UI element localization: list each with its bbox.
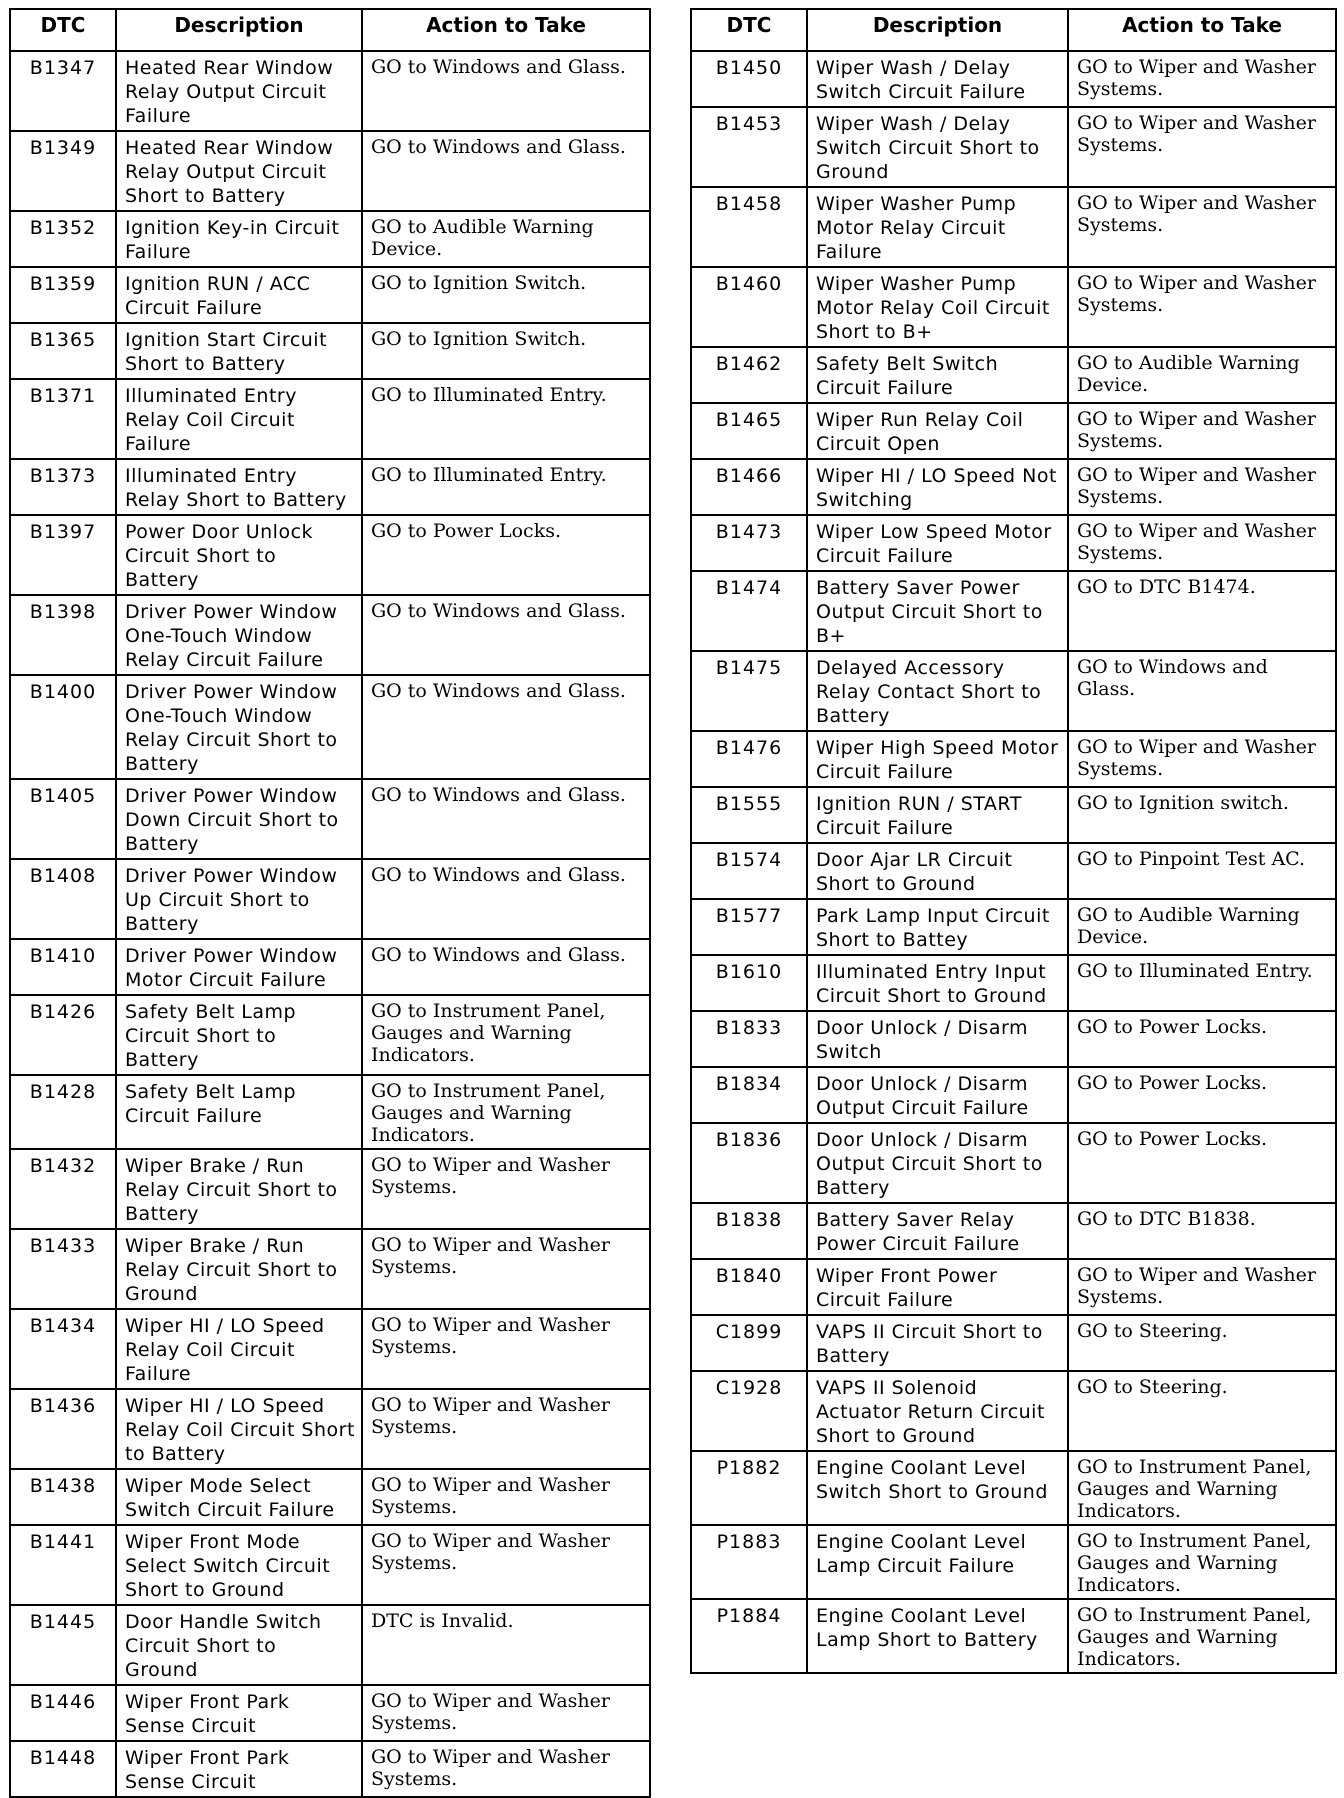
table-row: [10, 1525, 650, 1605]
table-body-right: [691, 51, 1336, 1673]
table-row: [10, 323, 650, 379]
action-cell: GO to Windows and Glass.: [362, 779, 650, 859]
header-description: Description: [116, 9, 362, 51]
dtc-cell: B1838: [691, 1203, 807, 1259]
dtc-cell: B1347: [10, 51, 116, 131]
table-row: [10, 1605, 650, 1685]
dtc-cell: B1436: [10, 1389, 116, 1469]
header-description: Description: [807, 9, 1068, 51]
dtc-cell: B1473: [691, 515, 807, 571]
description-cell: Delayed Accessory Relay Contact Short to Battery: [807, 651, 1068, 731]
dtc-cell: B1426: [10, 995, 116, 1075]
dtc-cell: B1476: [691, 731, 807, 787]
dtc-table-left: [9, 8, 649, 1798]
action-cell: GO to Ignition Switch.: [362, 323, 650, 379]
action-cell: DTC is Invalid.: [362, 1605, 650, 1685]
table-row: [10, 51, 650, 131]
description-cell: Driver Power Window One-Touch Window Relay Circuit Short to Battery: [116, 675, 362, 779]
dtc-cell: B1397: [10, 515, 116, 595]
description-cell: Battery Saver Relay Power Circuit Failure: [807, 1203, 1068, 1259]
action-cell: GO to Wiper and Washer Systems.: [362, 1741, 650, 1797]
description-cell: Heated Rear Window Relay Output Circuit Short to Battery: [116, 131, 362, 211]
table-row: [691, 459, 1336, 515]
description-cell: Wiper Washer Pump Motor Relay Coil Circuit Short to B+: [807, 267, 1068, 347]
description-cell: Engine Coolant Level Switch Short to Ground: [807, 1451, 1068, 1525]
action-cell: GO to Wiper and Washer Systems.: [362, 1149, 650, 1229]
table-row: [691, 1525, 1336, 1599]
dtc-cell: B1433: [10, 1229, 116, 1309]
description-cell: Power Door Unlock Circuit Short to Battery: [116, 515, 362, 595]
description-cell: Door Unlock / Disarm Switch: [807, 1011, 1068, 1067]
dtc-cell: B1450: [691, 51, 807, 107]
table-row: [10, 939, 650, 995]
table-row: [691, 1451, 1336, 1525]
description-cell: Ignition RUN / ACC Circuit Failure: [116, 267, 362, 323]
action-cell: GO to Wiper and Washer Systems.: [1068, 403, 1336, 459]
description-cell: Ignition Key-in Circuit Failure: [116, 211, 362, 267]
dtc-cell: B1428: [10, 1075, 116, 1149]
action-cell: GO to Wiper and Washer Systems.: [1068, 459, 1336, 515]
table-row: [691, 51, 1336, 107]
table-body-left: [10, 51, 650, 1797]
description-cell: Ignition RUN / START Circuit Failure: [807, 787, 1068, 843]
action-cell: GO to Windows and Glass.: [362, 859, 650, 939]
dtc-cell: B1555: [691, 787, 807, 843]
description-cell: Wiper Front Power Circuit Failure: [807, 1259, 1068, 1315]
header-action: Action to Take: [1068, 9, 1336, 51]
action-cell: GO to Wiper and Washer Systems.: [362, 1229, 650, 1309]
description-cell: VAPS II Solenoid Actuator Return Circuit Short to Ground: [807, 1371, 1068, 1451]
dtc-cell: B1574: [691, 843, 807, 899]
description-cell: Wiper Mode Select Switch Circuit Failure: [116, 1469, 362, 1525]
table-row: [10, 379, 650, 459]
description-cell: Safety Belt Switch Circuit Failure: [807, 347, 1068, 403]
dtc-cell: C1928: [691, 1371, 807, 1451]
description-cell: Wiper Front Mode Select Switch Circuit Short to Ground: [116, 1525, 362, 1605]
dtc-cell: B1405: [10, 779, 116, 859]
description-cell: Illuminated Entry Relay Coil Circuit Failure: [116, 379, 362, 459]
action-cell: GO to Illuminated Entry.: [1068, 955, 1336, 1011]
description-cell: Driver Power Window Motor Circuit Failure: [116, 939, 362, 995]
dtc-cell: B1398: [10, 595, 116, 675]
action-cell: GO to Illuminated Entry.: [362, 379, 650, 459]
dtc-cell: B1610: [691, 955, 807, 1011]
action-cell: GO to Windows and Glass.: [362, 131, 650, 211]
description-cell: Wiper High Speed Motor Circuit Failure: [807, 731, 1068, 787]
table-row: [691, 571, 1336, 651]
description-cell: Wiper HI / LO Speed Relay Coil Circuit Failure: [116, 1309, 362, 1389]
description-cell: Door Unlock / Disarm Output Circuit Short to Battery: [807, 1123, 1068, 1203]
dtc-cell: B1438: [10, 1469, 116, 1525]
action-cell: GO to Ignition Switch.: [362, 267, 650, 323]
table-row: [10, 859, 650, 939]
action-cell: GO to Power Locks.: [1068, 1067, 1336, 1123]
action-cell: GO to Wiper and Washer Systems.: [1068, 1259, 1336, 1315]
dtc-cell: P1882: [691, 1451, 807, 1525]
table-row: [691, 347, 1336, 403]
dtc-cell: B1453: [691, 107, 807, 187]
action-cell: GO to Wiper and Washer Systems.: [362, 1685, 650, 1741]
table-row: [10, 1149, 650, 1229]
table-row: [691, 955, 1336, 1011]
table-row: [691, 1011, 1336, 1067]
description-cell: Park Lamp Input Circuit Short to Battey: [807, 899, 1068, 955]
description-cell: Door Unlock / Disarm Output Circuit Failure: [807, 1067, 1068, 1123]
dtc-cell: B1408: [10, 859, 116, 939]
description-cell: Wiper Washer Pump Motor Relay Circuit Failure: [807, 187, 1068, 267]
description-cell: Battery Saver Power Output Circuit Short to B+: [807, 571, 1068, 651]
table-row: [10, 595, 650, 675]
table-row: [10, 779, 650, 859]
action-cell: GO to Windows and Glass.: [362, 51, 650, 131]
description-cell: Wiper Low Speed Motor Circuit Failure: [807, 515, 1068, 571]
header-row: [691, 9, 1336, 51]
table-row: [10, 1075, 650, 1149]
dtc-cell: B1400: [10, 675, 116, 779]
action-cell: GO to Wiper and Washer Systems.: [362, 1389, 650, 1469]
description-cell: Heated Rear Window Relay Output Circuit Failure: [116, 51, 362, 131]
dtc-cell: B1577: [691, 899, 807, 955]
action-cell: GO to Windows and Glass.: [362, 939, 650, 995]
table-row: [10, 1741, 650, 1797]
description-cell: Door Handle Switch Circuit Short to Ground: [116, 1605, 362, 1685]
dtc-cell: B1365: [10, 323, 116, 379]
dtc-cell: B1434: [10, 1309, 116, 1389]
description-cell: Illuminated Entry Relay Short to Battery: [116, 459, 362, 515]
description-cell: Driver Power Window One-Touch Window Relay Circuit Failure: [116, 595, 362, 675]
action-cell: GO to Audible Warning Device.: [1068, 347, 1336, 403]
dtc-cell: B1466: [691, 459, 807, 515]
table-row: [691, 899, 1336, 955]
dtc-cell: P1883: [691, 1525, 807, 1599]
table-row: [691, 1371, 1336, 1451]
table-row: [691, 651, 1336, 731]
table-row: [691, 787, 1336, 843]
action-cell: GO to Power Locks.: [1068, 1123, 1336, 1203]
dtc-cell: P1884: [691, 1599, 807, 1673]
action-cell: GO to Instrument Panel, Gauges and Warning Indicators.: [362, 995, 650, 1075]
description-cell: Wiper Run Relay Coil Circuit Open: [807, 403, 1068, 459]
table-row: [691, 267, 1336, 347]
action-cell: GO to Wiper and Washer Systems.: [362, 1309, 650, 1389]
dtc-cell: B1474: [691, 571, 807, 651]
dtc-cell: B1352: [10, 211, 116, 267]
action-cell: GO to Power Locks.: [362, 515, 650, 595]
description-cell: Safety Belt Lamp Circuit Short to Battery: [116, 995, 362, 1075]
dtc-cell: B1833: [691, 1011, 807, 1067]
description-cell: Wiper Wash / Delay Switch Circuit Failure: [807, 51, 1068, 107]
table-row: [691, 1315, 1336, 1371]
description-cell: Ignition Start Circuit Short to Battery: [116, 323, 362, 379]
table-row: [691, 1259, 1336, 1315]
table-row: [691, 1123, 1336, 1203]
table-row: [691, 1599, 1336, 1673]
table-row: [691, 515, 1336, 571]
dtc-cell: B1373: [10, 459, 116, 515]
table-row: [10, 515, 650, 595]
description-cell: Wiper Front Park Sense Circuit: [116, 1741, 362, 1797]
dtc-cell: B1410: [10, 939, 116, 995]
table-row: [10, 1389, 650, 1469]
dtc-cell: C1899: [691, 1315, 807, 1371]
table-row: [691, 1203, 1336, 1259]
action-cell: GO to Audible Warning Device.: [362, 211, 650, 267]
description-cell: Wiper HI / LO Speed Relay Coil Circuit Short to Battery: [116, 1389, 362, 1469]
action-cell: GO to Audible Warning Device.: [1068, 899, 1336, 955]
action-cell: GO to DTC B1838.: [1068, 1203, 1336, 1259]
header-action: Action to Take: [362, 9, 650, 51]
dtc-cell: B1840: [691, 1259, 807, 1315]
action-cell: GO to Windows and Glass.: [1068, 651, 1336, 731]
table-row: [10, 995, 650, 1075]
action-cell: GO to Instrument Panel, Gauges and Warning Indicators.: [1068, 1525, 1336, 1599]
dtc-cell: B1834: [691, 1067, 807, 1123]
dtc-cell: B1446: [10, 1685, 116, 1741]
action-cell: GO to Illuminated Entry.: [362, 459, 650, 515]
table-row: [691, 1067, 1336, 1123]
dtc-cell: B1448: [10, 1741, 116, 1797]
table-row: [10, 1229, 650, 1309]
table-row: [10, 131, 650, 211]
header-row: [10, 9, 650, 51]
table-row: [10, 267, 650, 323]
action-cell: GO to Ignition switch.: [1068, 787, 1336, 843]
action-cell: GO to Wiper and Washer Systems.: [1068, 51, 1336, 107]
table-row: [10, 459, 650, 515]
action-cell: GO to Instrument Panel, Gauges and Warning Indicators.: [1068, 1599, 1336, 1673]
action-cell: GO to Wiper and Washer Systems.: [1068, 515, 1336, 571]
table-row: [10, 1469, 650, 1525]
action-cell: GO to Wiper and Washer Systems.: [362, 1469, 650, 1525]
description-cell: Engine Coolant Level Lamp Circuit Failure: [807, 1525, 1068, 1599]
description-cell: Driver Power Window Up Circuit Short to Battery: [116, 859, 362, 939]
dtc-cell: B1441: [10, 1525, 116, 1605]
description-cell: Door Ajar LR Circuit Short to Ground: [807, 843, 1068, 899]
dtc-cell: B1460: [691, 267, 807, 347]
action-cell: GO to Wiper and Washer Systems.: [1068, 187, 1336, 267]
header-dtc: DTC: [691, 9, 807, 51]
description-cell: Wiper Wash / Delay Switch Circuit Short to Ground: [807, 107, 1068, 187]
description-cell: Wiper Brake / Run Relay Circuit Short to Ground: [116, 1229, 362, 1309]
description-cell: Wiper Brake / Run Relay Circuit Short to Battery: [116, 1149, 362, 1229]
dtc-cell: B1445: [10, 1605, 116, 1685]
description-cell: Illuminated Entry Input Circuit Short to Ground: [807, 955, 1068, 1011]
table-row: [10, 1309, 650, 1389]
action-cell: GO to Instrument Panel, Gauges and Warning Indicators.: [362, 1075, 650, 1149]
table-row: [10, 211, 650, 267]
dtc-cell: B1458: [691, 187, 807, 267]
dtc-cell: B1836: [691, 1123, 807, 1203]
table-row: [691, 843, 1336, 899]
description-cell: VAPS II Circuit Short to Battery: [807, 1315, 1068, 1371]
dtc-cell: B1475: [691, 651, 807, 731]
table-row: [10, 1685, 650, 1741]
description-cell: Driver Power Window Down Circuit Short to Battery: [116, 779, 362, 859]
action-cell: GO to Wiper and Washer Systems.: [362, 1525, 650, 1605]
action-cell: GO to Wiper and Washer Systems.: [1068, 107, 1336, 187]
action-cell: GO to Pinpoint Test AC.: [1068, 843, 1336, 899]
table-row: [691, 107, 1336, 187]
dtc-cell: B1465: [691, 403, 807, 459]
action-cell: GO to Wiper and Washer Systems.: [1068, 267, 1336, 347]
dtc-table-right: [690, 8, 1335, 1674]
description-cell: Safety Belt Lamp Circuit Failure: [116, 1075, 362, 1149]
description-cell: Wiper HI / LO Speed Not Switching: [807, 459, 1068, 515]
dtc-cell: B1462: [691, 347, 807, 403]
action-cell: GO to Steering.: [1068, 1315, 1336, 1371]
table-row: [691, 731, 1336, 787]
action-cell: GO to Power Locks.: [1068, 1011, 1336, 1067]
dtc-cell: B1359: [10, 267, 116, 323]
action-cell: GO to Steering.: [1068, 1371, 1336, 1451]
action-cell: GO to Windows and Glass.: [362, 595, 650, 675]
dtc-cell: B1371: [10, 379, 116, 459]
table-row: [691, 403, 1336, 459]
table-row: [691, 187, 1336, 267]
dtc-cell: B1349: [10, 131, 116, 211]
action-cell: GO to DTC B1474.: [1068, 571, 1336, 651]
table-row: [10, 675, 650, 779]
action-cell: GO to Instrument Panel, Gauges and Warning Indicators.: [1068, 1451, 1336, 1525]
header-dtc: DTC: [10, 9, 116, 51]
description-cell: Engine Coolant Level Lamp Short to Battery: [807, 1599, 1068, 1673]
dtc-cell: B1432: [10, 1149, 116, 1229]
action-cell: GO to Wiper and Washer Systems.: [1068, 731, 1336, 787]
description-cell: Wiper Front Park Sense Circuit: [116, 1685, 362, 1741]
action-cell: GO to Windows and Glass.: [362, 675, 650, 779]
